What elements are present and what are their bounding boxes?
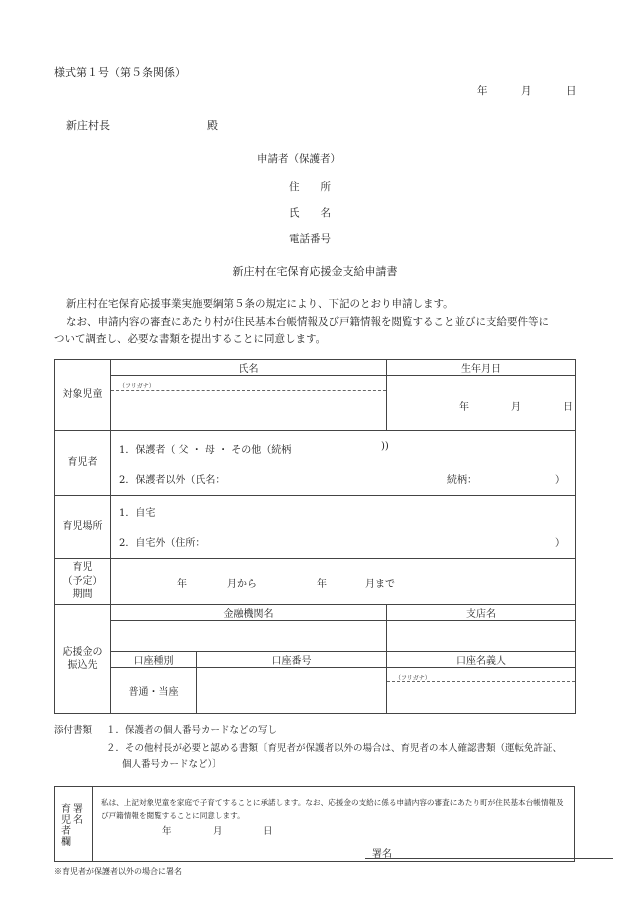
period-label: [55, 559, 111, 605]
period-field[interactable]: [111, 559, 576, 605]
caregiver-option-parent-end: )): [381, 441, 389, 452]
col-birth-header: 生年月日: [387, 360, 576, 376]
period-label-line3: 期間: [72, 589, 93, 601]
place-option-away: 2．自宅外（住所：: [119, 538, 206, 549]
place-field[interactable]: [111, 496, 576, 559]
signature-column-label: [55, 787, 93, 861]
period-year-end: 年: [317, 578, 327, 590]
form-number: 様式第１号（第５条関係）: [54, 66, 186, 79]
period-to: 月まで: [365, 578, 395, 590]
signature-line[interactable]: [365, 858, 613, 859]
account-number-header: 口座番号: [197, 652, 387, 668]
account-type-header: 口座種別: [111, 652, 197, 668]
caregiver-label: 育児者: [55, 431, 111, 496]
birth-day: 日: [563, 402, 573, 413]
child-name-field[interactable]: [111, 376, 387, 431]
birth-month: 月: [511, 402, 521, 413]
name-label: 氏 名: [289, 207, 331, 219]
child-label: 対象児童: [55, 360, 111, 431]
date-day: 日: [566, 85, 577, 97]
place-label: 育児場所: [55, 496, 111, 559]
attachment-item1: １．保護者の個人番号カードなどの写し: [106, 725, 278, 736]
bank-label-line2: 振込先: [67, 660, 98, 671]
signature-month: 月: [213, 826, 223, 837]
child-birthdate-field[interactable]: [387, 376, 576, 431]
address-label: 住 所: [289, 181, 331, 193]
account-holder-furigana: （フリガナ）: [395, 675, 431, 682]
attachments-label: 添付書類: [54, 725, 93, 736]
account-holder-header: 口座名義人: [387, 652, 576, 668]
relation-label: 続柄：: [447, 475, 477, 486]
signature-year: 年: [162, 826, 172, 837]
caregiver-option-parent: 1．保護者（ 父 ・ 母 ・ その他（続柄: [119, 445, 292, 456]
caregiver-option-other-end: ）: [555, 475, 565, 486]
attachment-item2-line1: ２．その他村長が必要と認める書類〔育児者が保護者以外の場合は、育児者の本人確認書類（運転免許証、: [106, 743, 563, 754]
honorific: 殿: [207, 119, 218, 132]
body-para2-line1: なお、申請内容の審査にあたり村が住民基本台帳情報及び戸籍情報を閲覧すること並びに支給要件等に: [66, 316, 549, 328]
application-table: [54, 359, 576, 714]
body-para2-line2: ついて調査し、必要な書類を提出することに同意します。: [54, 333, 327, 345]
bank-label-line1: 応援金の: [62, 646, 103, 658]
account-holder-field[interactable]: [387, 668, 576, 714]
footnote: ※育児者が保護者以外の場合に署名: [54, 867, 182, 876]
place-option-away-end: ）: [555, 538, 565, 549]
caregiver-option-other: 2．保護者以外（氏名：: [119, 475, 226, 486]
document-title: 新庄村在宅保育応援金支給申請書: [232, 265, 398, 278]
bank-name-field[interactable]: [111, 621, 387, 652]
date-month: 月: [521, 85, 532, 97]
branch-name-header: 支店名: [387, 605, 576, 621]
phone-label: 電話番号: [289, 233, 331, 245]
furigana-label: （フリガナ）: [119, 383, 155, 390]
body-para1: 新庄村在宅保育応援事業実施要綱第５条の規定により、下記のとおり申請します。: [66, 298, 454, 310]
signature-name-label: 署名: [372, 849, 392, 860]
date-year: 年: [477, 85, 488, 97]
period-label-line1: 育児: [72, 562, 93, 574]
place-option-home: 1．自宅: [119, 508, 156, 519]
birth-year: 年: [459, 402, 469, 413]
signature-label-col1: 署 名: [73, 804, 83, 826]
account-number-field[interactable]: [197, 668, 387, 714]
applicant-title: 申請者（保護者）: [257, 153, 341, 165]
bank-label: [55, 605, 111, 714]
signature-day: 日: [263, 826, 273, 837]
signature-label-col2: 育 児 者 欄: [61, 804, 71, 848]
period-year-start: 年: [177, 578, 187, 590]
addressee: 新庄村長: [66, 119, 110, 132]
period-from: 月から: [227, 578, 257, 590]
caregiver-field[interactable]: [111, 431, 576, 496]
attachment-item2-line2: 個人番号カードなど）〕: [122, 759, 222, 770]
consent-text: 私は、上記対象児童を家庭で子育てすることに承諾します。なお、応援金の支給に係る申請内容の審査にあたり町が住民基本台帳情報及び戸籍情報を閲覧することに同意します。: [101, 798, 564, 820]
col-name-header: 氏名: [111, 360, 387, 376]
signature-box: [54, 786, 575, 862]
branch-name-field[interactable]: [387, 621, 576, 652]
account-type-value[interactable]: 普通・当座: [111, 668, 197, 714]
period-label-line2: （予定）: [62, 575, 103, 587]
bank-name-header: 金融機関名: [111, 605, 387, 621]
